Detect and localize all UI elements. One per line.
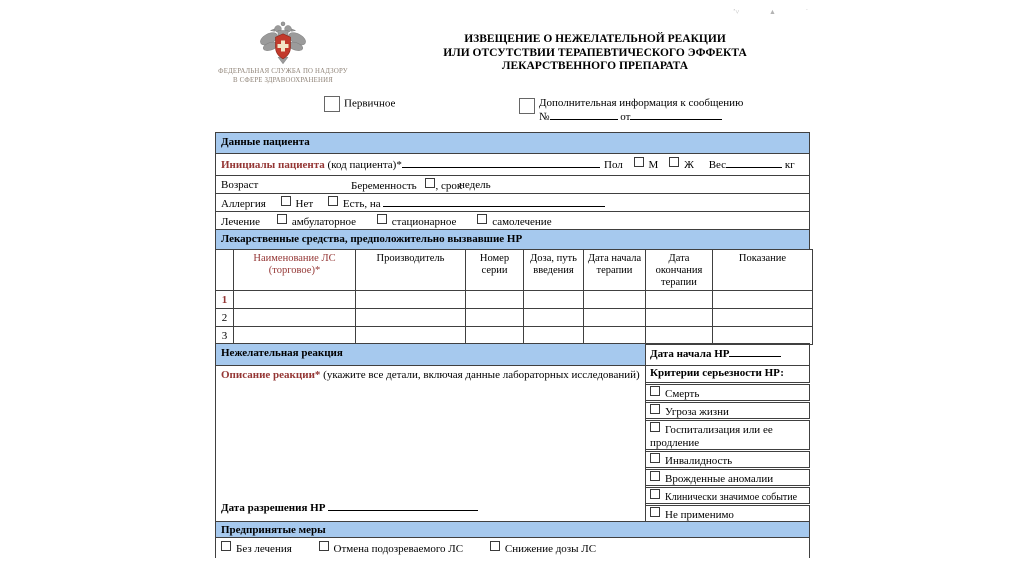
col-dose-route: Доза, путь введения <box>524 250 584 291</box>
criterion-hospitalization-checkbox[interactable] <box>650 422 660 432</box>
section-drugs-title: Лекарственные средства, предположительно вызвавшие НР <box>221 233 523 245</box>
manufacturer-cell[interactable] <box>356 309 466 327</box>
measures-options-row <box>215 537 810 558</box>
additional-checkbox[interactable] <box>519 98 535 114</box>
row-number: 1 <box>216 291 234 309</box>
measure-dose-reduction-label: Снижение дозы ЛС <box>504 543 597 555</box>
therapy-end-cell[interactable] <box>646 327 713 345</box>
criterion-disability-label: Инвалидность <box>665 455 733 467</box>
additional-label: Дополнительная информация к сообщению <box>539 97 744 109</box>
treatment-self-checkbox[interactable] <box>477 214 487 224</box>
allergy-yes-label: Есть, на <box>342 198 381 210</box>
measure-dose-reduction-checkbox[interactable] <box>490 541 500 551</box>
report-number-field[interactable] <box>550 110 618 120</box>
agency-name <box>205 68 361 85</box>
row-number: 2 <box>216 309 234 327</box>
measure-drug-withdrawal-checkbox[interactable] <box>319 541 329 551</box>
section-drugs <box>215 229 810 250</box>
pregnancy-term-label: , срок <box>435 180 463 192</box>
section-patient-title: Данные пациента <box>221 136 310 148</box>
additional-report-option <box>519 96 749 124</box>
measure-no-treatment-checkbox[interactable] <box>221 541 231 551</box>
pregnancy-checkbox[interactable] <box>425 178 435 188</box>
col-therapy-start: Дата начала терапии <box>584 250 646 291</box>
agency-line1: ФЕДЕРАЛЬНАЯ СЛУЖБА ПО НАДЗОРУ <box>218 68 348 75</box>
batch-cell[interactable] <box>466 327 524 345</box>
criterion-not-applicable-checkbox[interactable] <box>650 507 660 517</box>
criterion-congenital-label: Врожденные аномалии <box>665 473 774 485</box>
drugs-table <box>215 249 813 345</box>
scan-artifact-marks: ʼ˅ ▲ ˙ <box>733 8 809 16</box>
seriousness-criteria <box>645 365 810 522</box>
drug-row-1 <box>216 291 813 309</box>
measure-no-treatment-label: Без лечения <box>236 543 292 555</box>
resolve-date <box>221 501 478 515</box>
resolve-date-label: Дата разрешения НР <box>221 502 326 514</box>
primary-report-option <box>324 96 395 112</box>
drug-row-3 <box>216 327 813 345</box>
allergy-no-label: Нет <box>295 198 314 210</box>
dose-cell[interactable] <box>524 309 584 327</box>
allergy-yes-checkbox[interactable] <box>328 196 338 206</box>
section-measures <box>215 521 810 538</box>
section-measures-title: Предпринятые меры <box>221 524 326 536</box>
manufacturer-cell[interactable] <box>356 327 466 345</box>
criterion-significant-event-label: Клинически значимое событие <box>665 492 798 503</box>
report-date-field[interactable] <box>630 110 722 120</box>
agency-line2: В СФЕРЕ ЗДРАВООХРАНЕНИЯ <box>233 76 333 84</box>
treatment-inpatient-checkbox[interactable] <box>377 214 387 224</box>
indication-cell[interactable] <box>713 327 813 345</box>
allergy-label: Аллергия <box>221 198 266 210</box>
drug-name-cell[interactable] <box>234 327 356 345</box>
description-note: (укажите все детали, включая данные лабораторных исследований) <box>323 369 640 381</box>
section-patient-data <box>215 132 810 154</box>
criterion-life-threat-checkbox[interactable] <box>650 404 660 414</box>
criterion-congenital-checkbox[interactable] <box>650 471 660 481</box>
allergy-no-checkbox[interactable] <box>281 196 291 206</box>
dose-cell[interactable] <box>524 327 584 345</box>
criterion-not-applicable <box>645 505 810 522</box>
treatment-self-label: самолечение <box>492 216 552 228</box>
col-indication: Показание <box>713 250 813 291</box>
primary-checkbox[interactable] <box>324 96 340 112</box>
primary-label: Первичное <box>344 97 396 110</box>
weeks-label: недель <box>459 179 491 191</box>
criterion-hospitalization <box>645 420 810 450</box>
reaction-description-cell[interactable] <box>215 365 646 522</box>
col-drug-name: Наименование ЛС (торговое)* <box>234 250 356 291</box>
report-number-label: № <box>539 111 550 123</box>
therapy-start-cell[interactable] <box>584 309 646 327</box>
criterion-significant-event-checkbox[interactable] <box>650 489 660 499</box>
criterion-not-applicable-label: Не применимо <box>665 509 734 521</box>
title-line2: ИЛИ ОТСУТСТВИИ ТЕРАПЕВТИЧЕСКОГО ЭФФЕКТА <box>443 46 747 59</box>
sex-female-checkbox[interactable] <box>669 157 679 167</box>
batch-cell[interactable] <box>466 291 524 309</box>
title-line3: ЛЕКАРСТВЕННОГО ПРЕПАРАТА <box>501 60 689 72</box>
resolve-date-field[interactable] <box>328 501 478 511</box>
initials-note: (код пациента)* <box>327 159 402 171</box>
row-number: 3 <box>216 327 234 345</box>
indication-cell[interactable] <box>713 291 813 309</box>
report-from-label: от <box>620 111 631 123</box>
sex-male-checkbox[interactable] <box>634 157 644 167</box>
col-therapy-end: Дата окончания терапии <box>646 250 713 291</box>
criterion-disability-checkbox[interactable] <box>650 453 660 463</box>
reaction-start-date-label: Дата начала НР <box>650 348 730 360</box>
criteria-title: Критерии серьезности НР: <box>645 365 810 383</box>
criterion-death <box>645 384 810 401</box>
therapy-start-cell[interactable] <box>584 327 646 345</box>
drug-name-cell[interactable] <box>234 291 356 309</box>
therapy-end-cell[interactable] <box>646 291 713 309</box>
treatment-inpatient-label: стационарное <box>391 216 457 228</box>
row-allergy <box>215 193 810 212</box>
sex-label: Пол <box>604 159 623 171</box>
section-reaction <box>215 343 646 366</box>
manufacturer-cell[interactable] <box>356 291 466 309</box>
col-row-number <box>216 250 234 291</box>
criterion-death-label: Смерть <box>665 388 700 400</box>
batch-cell[interactable] <box>466 309 524 327</box>
reaction-start-date-field[interactable] <box>729 347 781 357</box>
drugs-table-header-row <box>216 250 813 291</box>
treatment-label: Лечение <box>221 216 261 228</box>
row-age-pregnancy <box>215 175 810 194</box>
col-batch-number: Номер серии <box>466 250 524 291</box>
pregnancy-label: Беременность <box>351 180 417 192</box>
weight-unit: кг <box>784 159 795 171</box>
title-line1: ИЗВЕЩЕНИЕ О НЕЖЕЛАТЕЛЬНОЙ РЕАКЦИИ <box>464 33 726 45</box>
row-patient-initials <box>215 153 810 176</box>
criterion-congenital <box>645 469 810 486</box>
roszdravnadzor-eagle-icon <box>258 20 308 66</box>
indication-cell[interactable] <box>713 309 813 327</box>
allergy-detail-field[interactable] <box>383 197 605 207</box>
col-manufacturer: Производитель <box>356 250 466 291</box>
therapy-end-cell[interactable] <box>646 309 713 327</box>
sex-male-label: М <box>648 159 659 171</box>
reaction-start-date <box>645 343 810 366</box>
treatment-ambulatory-checkbox[interactable] <box>277 214 287 224</box>
weight-label: Вес <box>708 159 727 171</box>
row-treatment <box>215 211 810 230</box>
page-title <box>428 33 762 74</box>
age-label: Возраст <box>221 179 259 191</box>
criterion-significant-event <box>645 487 810 504</box>
description-label: Описание реакции* <box>221 369 321 381</box>
weight-field[interactable] <box>726 158 782 168</box>
criterion-life-threat <box>645 402 810 419</box>
criterion-disability <box>645 451 810 468</box>
measure-drug-withdrawal-label: Отмена подозреваемого ЛС <box>333 543 464 555</box>
criterion-death-checkbox[interactable] <box>650 386 660 396</box>
criterion-life-threat-label: Угроза жизни <box>665 406 729 418</box>
therapy-start-cell[interactable] <box>584 291 646 309</box>
sex-female-label: Ж <box>684 159 694 171</box>
initials-label: Инициалы пациента <box>221 159 325 171</box>
dose-cell[interactable] <box>524 291 584 309</box>
treatment-ambulatory-label: амбулаторное <box>291 216 357 228</box>
section-reaction-title: Нежелательная реакция <box>221 347 343 359</box>
drug-row-2 <box>216 309 813 327</box>
drug-name-cell[interactable] <box>234 309 356 327</box>
criterion-hospitalization-label: Госпитализация или ее продление <box>650 424 773 449</box>
initials-field[interactable] <box>402 158 600 168</box>
